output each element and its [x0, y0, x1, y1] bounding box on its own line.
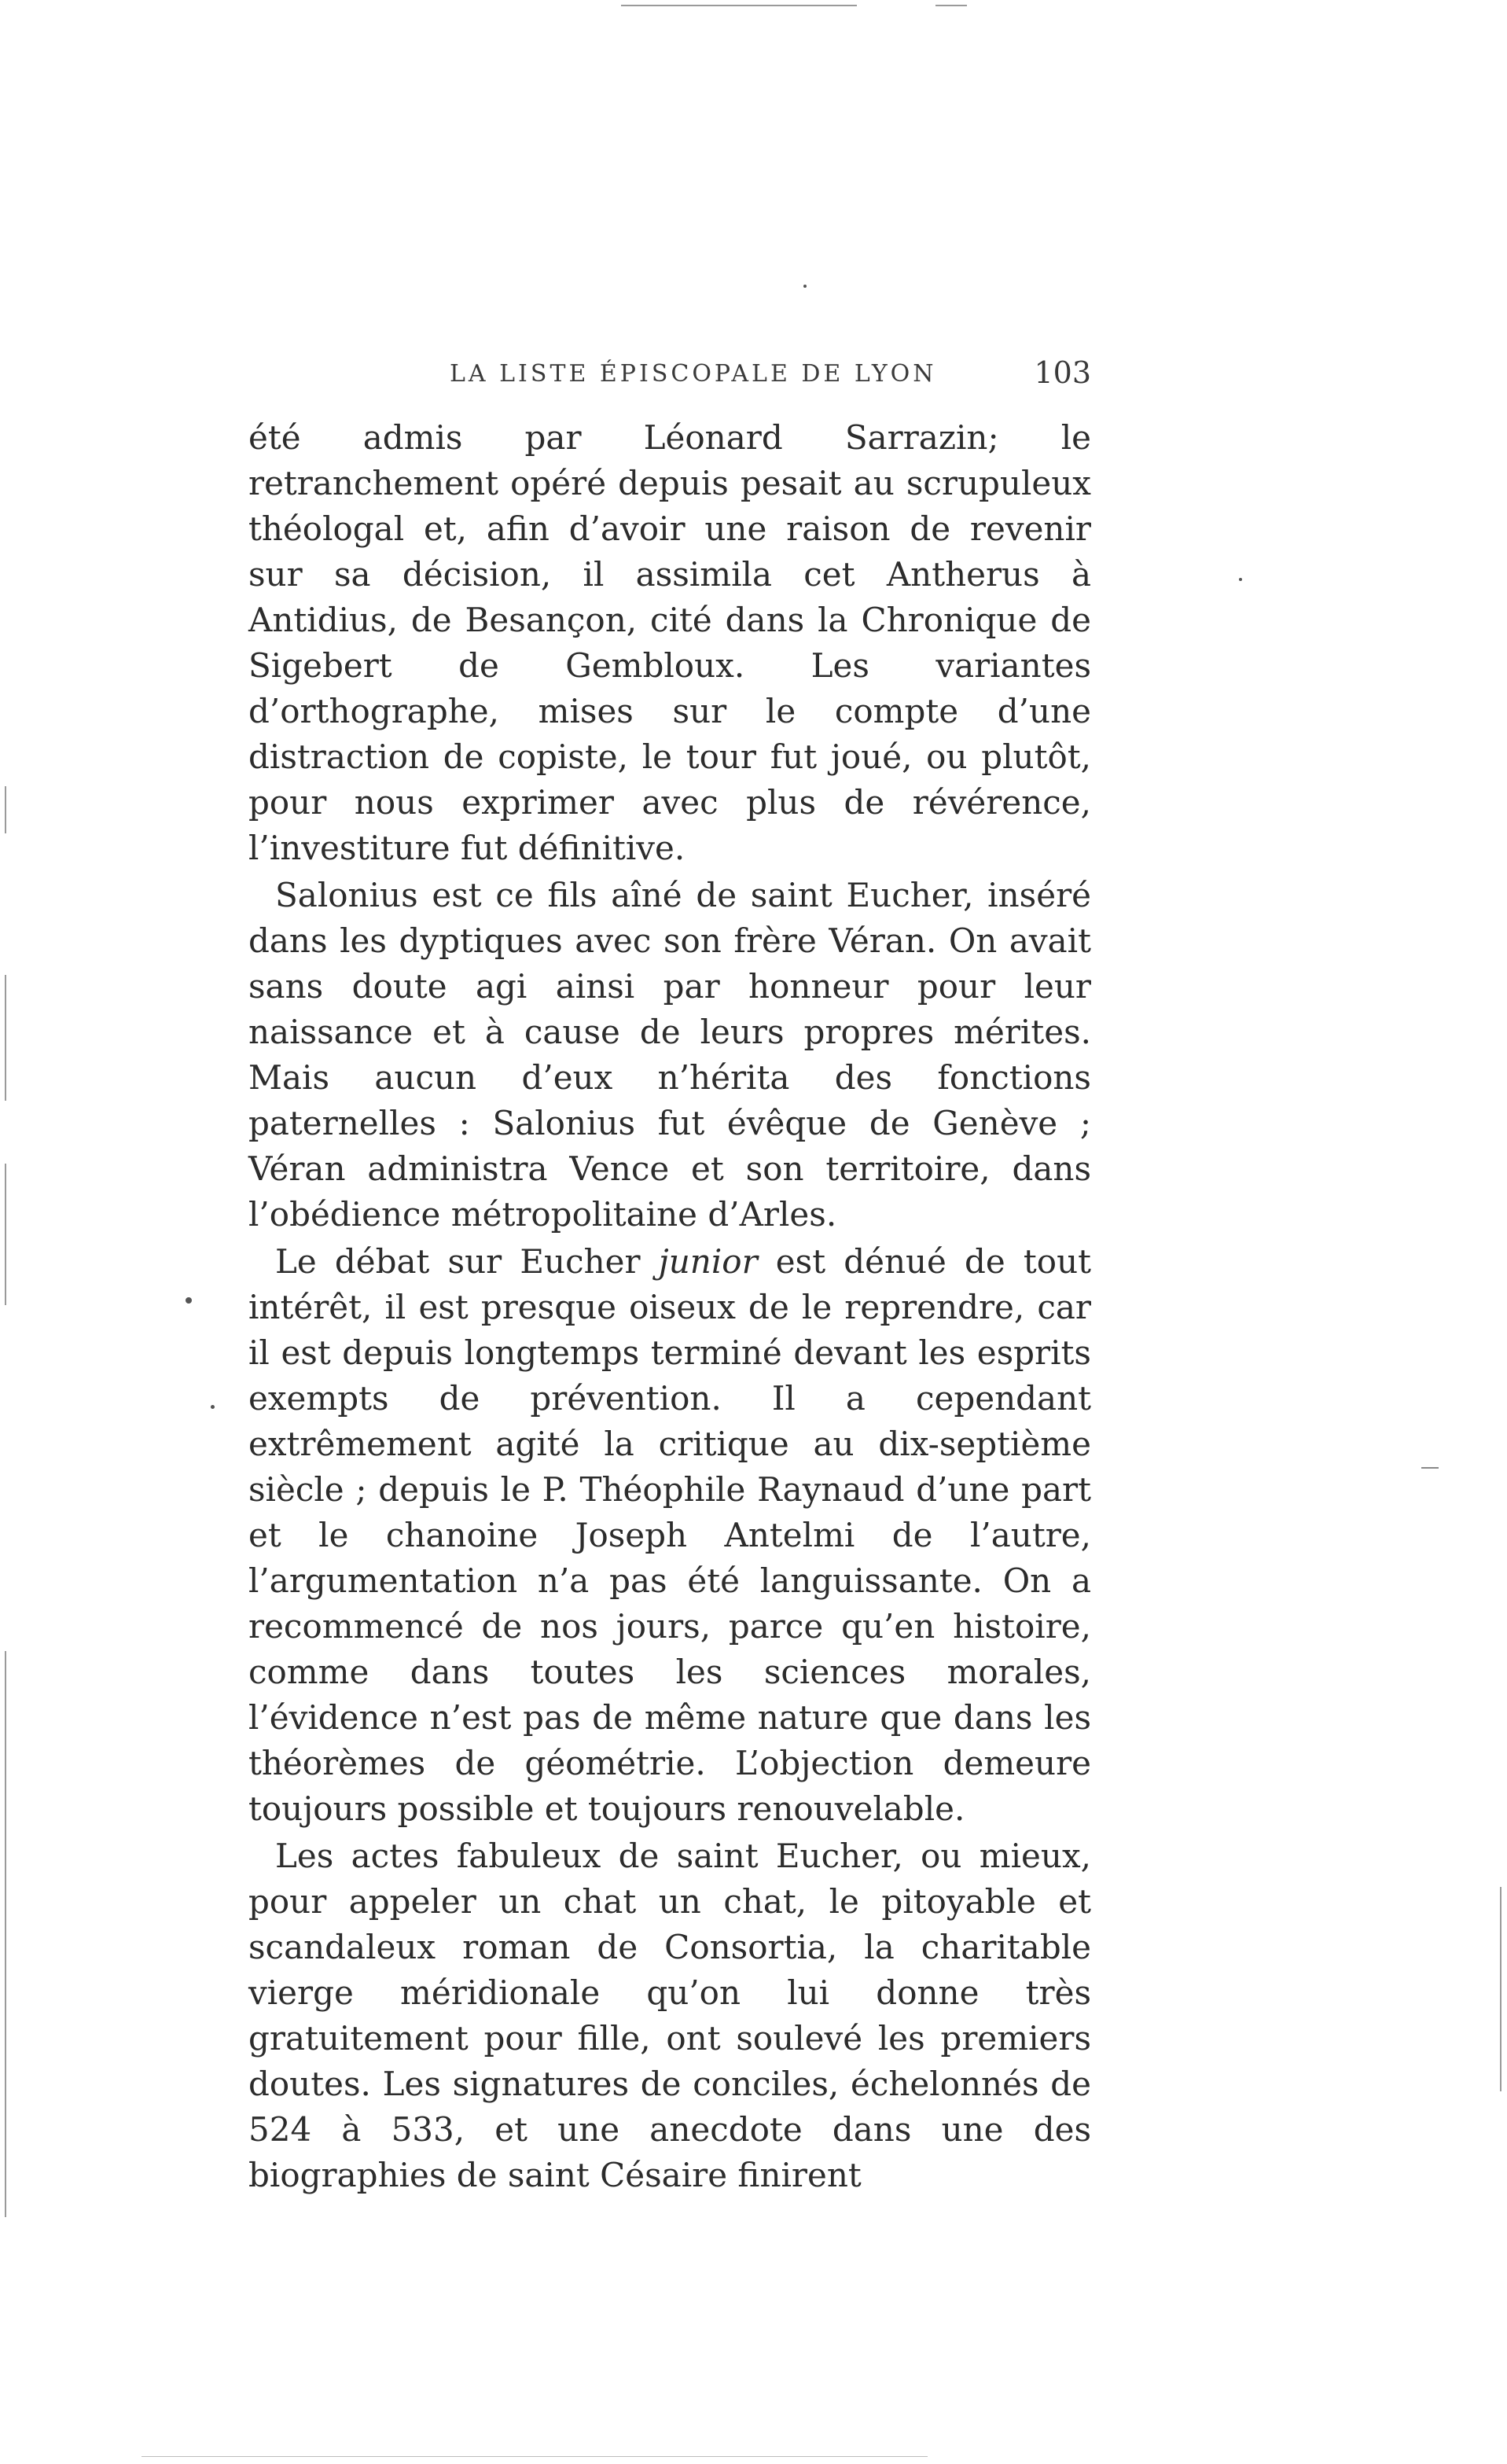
speck-4: [803, 285, 807, 288]
paragraph-2: Salonius est ce fils aîné de saint Eucher, inséré dans les dyptiques avec son frère Véran. On avait sans doute agi ainsi par honneur pour leur naissance et à cause de leurs propres mérites. Mais aucun d’eux n’hérita des fonctions paternelles : Salonius fut évêque de Genève ; Véran administra Vence et son territoire, dans l’obédience métropolitaine d’Arles.: [248, 876, 1091, 1234]
scan-mark-left: [5, 786, 6, 833]
paragraph-4: Les actes fabuleux de saint Eucher, ou mieux, pour appeler un chat un chat, le pitoyable et scandaleux roman de Consortia, la charitable vierge méridionale qu’on lui donne très gratuitement pour fille, ont soulevé les premiers doutes. Les signatures de conciles, échelonnés de 524 à 533, et une anecdote dans une des biographies de saint Césaire finirent: [248, 1837, 1091, 2194]
scan-mark-left-3: [5, 1164, 6, 1305]
speck-3: [1239, 578, 1242, 581]
paragraph-3-rest: est dénué de tout intérêt, il est presque oiseux de le reprendre, car il est depuis longtemps terminé devant les esprits exempts de prévention. Il a cependant extrêmement agité la critique au dix-septième siècle ; depuis le P. Théophile Raynaud d’une part et le chanoine Joseph Antelmi de l’autre, l’argumentation n’a pas été languissante. On a recommencé de nos jours, parce qu’en histoire, comme dans toutes les sciences morales, l’évidence n’est pas de même nature que dans les théorèmes de géométrie. L’objection demeure toujours possible et toujours renouvelable.: [248, 1242, 1092, 1828]
running-head: [248, 355, 1105, 403]
speck-5: [1421, 1467, 1439, 1469]
scan-mark-top: [621, 5, 857, 6]
speck-2: [211, 1405, 215, 1409]
scan-mark-right: [1500, 1887, 1501, 2091]
page-number: 103: [1034, 355, 1091, 390]
paragraph-3: [248, 1239, 1091, 1832]
body-text: [248, 415, 1091, 2198]
scan-mark-left-2: [5, 975, 6, 1101]
scan-mark-top-right: [935, 5, 967, 6]
scan-mark-bottom: [142, 2456, 928, 2457]
paragraph-3-italic: junior: [658, 1242, 758, 1281]
running-title: LA LISTE ÉPISCOPALE DE LYON: [450, 360, 937, 388]
paragraph-1: été admis par Léonard Sarrazin; le retranchement opéré depuis pesait au scrupuleux théologal et, afin d’avoir une raison de revenir sur sa décision, il assimila cet Antherus à Antidius, de Besançon, cité dans la Chronique de Sigebert de Gembloux. Les variantes d’orthographe, mises sur le compte d’une distraction de copiste, le tour fut joué, ou plutôt, pour nous exprimer avec plus de révérence, l’investiture fut définitive.: [248, 418, 1091, 867]
speck-1: [186, 1297, 192, 1304]
paragraph-3-start: Le débat sur Eucher: [275, 1242, 659, 1281]
scan-mark-left-4: [5, 1651, 6, 2217]
